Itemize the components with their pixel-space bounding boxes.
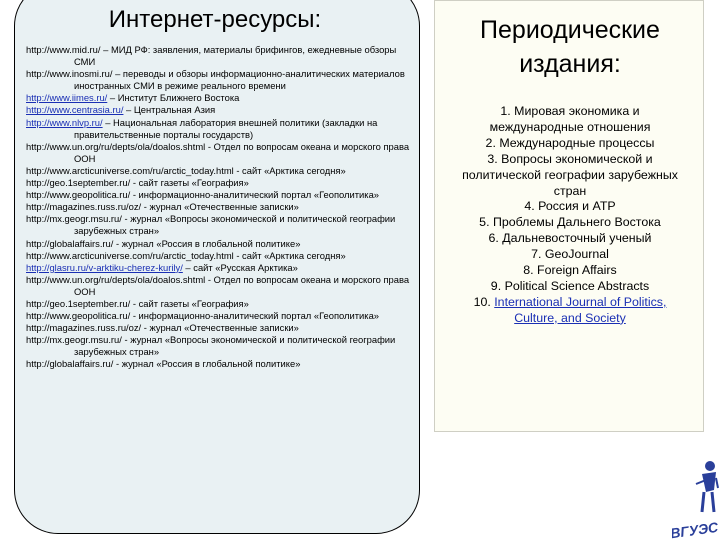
resource-url[interactable]: http://www.un.org/ru/depts/ola/doalos.shtml [26, 273, 206, 285]
periodicals-panel [434, 0, 704, 432]
list-item [26, 68, 414, 92]
resource-description: - журнал «Вопросы экономической и политической географии зарубежных стран» [74, 334, 396, 358]
resource-description: – МИД РФ: заявления, материалы брифингов, ежедневные обзоры СМИ [74, 44, 397, 68]
journal-item: 5. Проблемы Дальнего Востока [479, 215, 661, 230]
list-item [26, 213, 414, 237]
resource-url[interactable]: http://www.un.org/ru/depts/ola/doalos.shtml [26, 140, 206, 152]
journal-item: 4. Россия и АТР [524, 199, 616, 214]
resource-link[interactable]: http://www.nlvp.ru/ [26, 116, 103, 128]
resource-link[interactable]: http://www.iimes.ru/ [26, 92, 108, 104]
journal-item: 7. GeoJournal [531, 247, 609, 262]
logo-text: ВГУЭС [672, 518, 720, 540]
journal-item: 6. Дальневосточный ученый [488, 231, 652, 246]
periodicals-title-line2: издания: [519, 50, 621, 78]
resource-url[interactable]: http://www.mid.ru/ [26, 44, 101, 55]
resource-url[interactable]: http://www.arcticuniverse.com/ru/arctic_today.html [26, 249, 234, 261]
list-item [26, 262, 414, 274]
resource-description: - журнал «Отечественные записки» [141, 201, 299, 213]
resource-description: - сайт «Арктика сегодня» [233, 164, 346, 176]
resource-url[interactable]: http://www.geopolitica.ru/ [26, 189, 131, 201]
resource-description: - журнал «Отечественные записки» [141, 322, 299, 334]
resource-url[interactable]: http://www.arcticuniverse.com/ru/arctic_today.html [26, 164, 234, 176]
university-logo [672, 454, 720, 540]
list-item [26, 334, 414, 358]
resource-description: - журнал «Вопросы экономической и политической географии зарубежных стран» [74, 213, 396, 237]
resource-url[interactable]: http://globalaffairs.ru/ [26, 358, 114, 370]
list-item [26, 104, 414, 116]
journal-item [455, 295, 685, 327]
list-item [26, 177, 414, 189]
resource-description: - журнал «Россия в глобальной политике» [113, 237, 301, 249]
resource-description: - Отдел по вопросам океана и морского права ООН [74, 273, 410, 297]
journal-item: 3. Вопросы экономической и политической географии зарубежных стран [462, 151, 678, 198]
list-item [26, 141, 414, 165]
list-item [26, 189, 414, 201]
resource-description: – Национальная лаборатория внешней политики (закладки на правительственные порталы государств) [74, 116, 378, 140]
list-item [26, 298, 414, 310]
resource-url[interactable]: http://mx.geogr.msu.ru/ [26, 213, 122, 225]
list-item [26, 322, 414, 334]
resource-link[interactable]: http://www.centrasia.ru/ [26, 104, 124, 116]
resource-url[interactable]: http://www.inosmi.ru/ [26, 68, 113, 80]
list-item [26, 238, 414, 250]
resource-url[interactable]: http://magazines.russ.ru/oz/ [26, 201, 142, 213]
list-item [26, 92, 414, 104]
journal-item: 9. Political Science Abstracts [490, 278, 650, 293]
resource-description: – Институт Ближнего Востока [107, 92, 240, 104]
resource-url[interactable]: http://mx.geogr.msu.ru/ [26, 334, 122, 346]
resource-description: - сайт газеты «География» [130, 297, 249, 309]
periodicals-title-line1: Периодические [480, 16, 660, 44]
resource-url[interactable]: http://geo.1september.ru/ [26, 297, 131, 309]
resource-description: – переводы и обзоры информационно-аналитических материалов иностранных СМИ в режиме реального времени [74, 68, 405, 92]
resource-link[interactable]: http://glasru.ru/v-arktiku-cherez-kurily/ [26, 261, 183, 273]
internet-resources-title: Интернет-ресурсы: [108, 6, 322, 33]
journal-item: 8. Foreign Affairs [523, 263, 617, 278]
resource-url[interactable]: http://globalaffairs.ru/ [26, 237, 114, 249]
list-item [26, 201, 414, 213]
internet-resources-list [26, 44, 414, 371]
resource-description: - Отдел по вопросам океана и морского права ООН [74, 140, 410, 164]
resource-description: - сайт газеты «География» [130, 177, 249, 189]
resource-description: - информационно-аналитический портал «Геополитика» [130, 189, 380, 201]
resource-url[interactable]: http://geo.1september.ru/ [26, 177, 131, 189]
list-item [26, 274, 414, 298]
list-item [26, 117, 414, 141]
list-item [26, 358, 414, 370]
journal-link[interactable]: International Journal of Politics, Culture, and Society [494, 294, 667, 325]
resource-description: - журнал «Россия в глобальной политике» [113, 358, 301, 370]
journal-item: 1. Мировая экономика и международные отношения [489, 104, 651, 134]
resource-description: – сайт «Русская Арктика» [182, 261, 298, 273]
logo-emblem-icon [672, 454, 720, 540]
periodicals-list [455, 104, 685, 327]
journal-number: 10. [473, 294, 495, 309]
journal-item: 2. Международные процессы [485, 135, 655, 150]
resource-url[interactable]: http://magazines.russ.ru/oz/ [26, 322, 142, 334]
list-item [26, 310, 414, 322]
list-item [26, 165, 414, 177]
resource-url[interactable]: http://www.geopolitica.ru/ [26, 310, 131, 322]
resource-description: - информационно-аналитический портал «Геополитика» [130, 310, 380, 322]
list-item [26, 250, 414, 262]
resource-description: – Центральная Азия [123, 104, 216, 116]
list-item [26, 44, 414, 68]
periodicals-title [435, 13, 705, 81]
resource-description: - сайт «Арктика сегодня» [233, 249, 346, 261]
